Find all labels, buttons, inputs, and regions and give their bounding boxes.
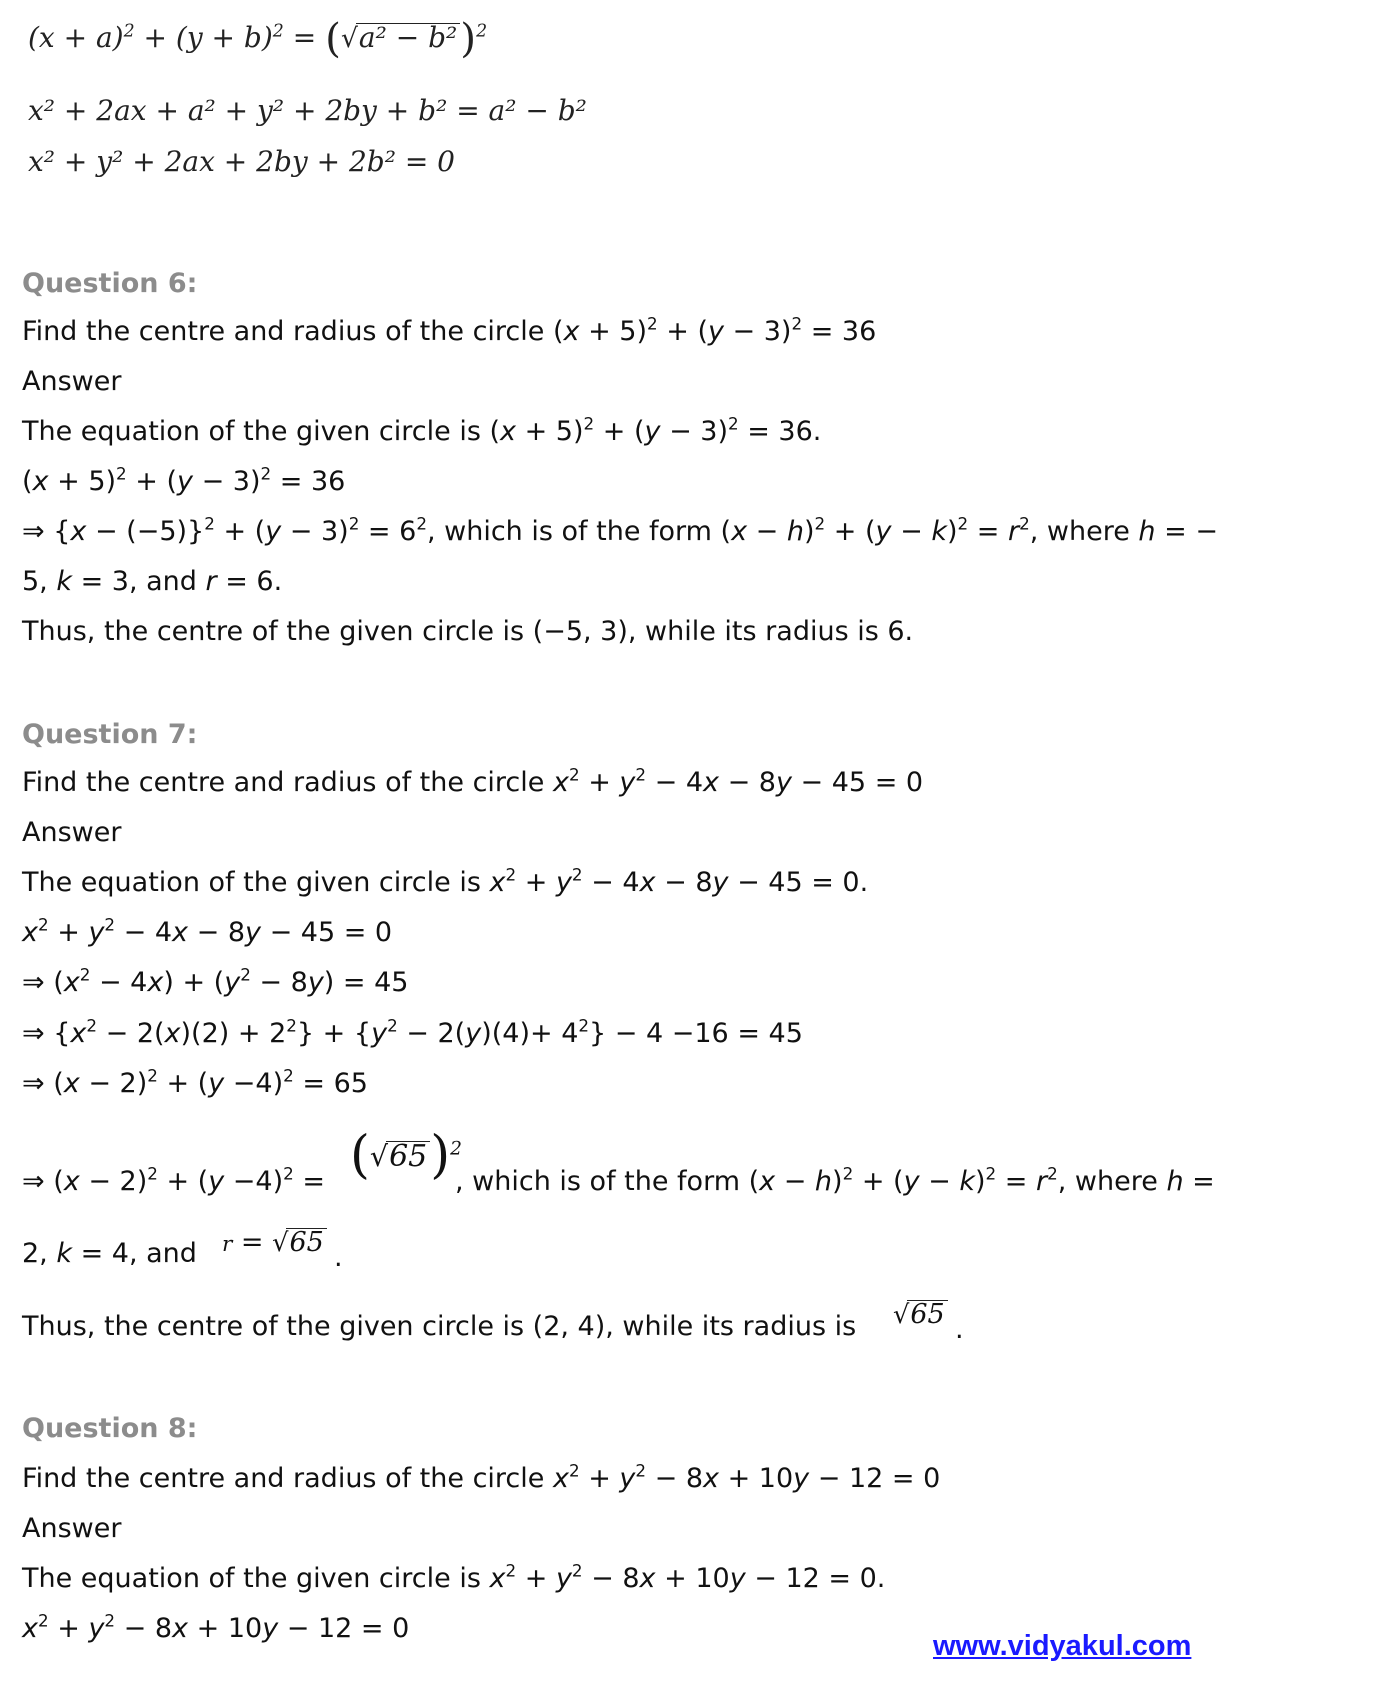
question-6-answer-label: Answer xyxy=(22,366,122,397)
question-8-intro: The equation of the given circle is $x^2 + y^2 - 8x + 10y - 12 = 0$. xyxy=(22,1560,886,1594)
question-7-conclusion: Thus, the centre of the given circle is (2, 4), while its radius is xyxy=(22,1311,857,1342)
question-7-step-2: ⇒ $(x^2 - 4x) + (y^2 - 8y) = 45$ xyxy=(22,964,409,998)
question-7-step-5-form: , which is of the form $(x - h)^2 + (y - k)^2 = r^2$, where h = xyxy=(455,1163,1215,1197)
question-7-step-6: 2, k = 4, and xyxy=(22,1238,197,1269)
question-6-step-3: 5, k = 3, and r = 6. xyxy=(22,566,283,597)
question-8-step-1: $x^2 + y^2 - 8x + 10y - 12 = 0$ xyxy=(22,1610,410,1644)
question-6-intro: The equation of the given circle is $(x + 5)^2 + (y - 3)^2 = 36$. xyxy=(22,413,822,447)
equation-image-line-2: x² + 2ax + a² + y² + 2by + b² = a² − b² xyxy=(28,94,587,127)
question-7-step-6-period: . xyxy=(334,1242,343,1273)
question-7-step-4: ⇒ $(x - 2)^2 + (y -4)^2 = 65$ xyxy=(22,1065,368,1099)
sqrt-65-squared-image: $(√65)^2$ xyxy=(350,1126,463,1185)
r-equals-sqrt-65-image: r = √65 xyxy=(222,1228,327,1257)
question-7-conclusion-period: . xyxy=(955,1314,964,1345)
question-8-heading: Question 8: xyxy=(22,1413,198,1444)
question-7-step-3: ⇒ $\{x^2 - 2(x)(2) + 2^2\} + \{y^2 - 2(y)(4)+ 4^2\} - 4 -16 = 45$ xyxy=(22,1015,803,1049)
radius-sqrt-65-image: √65 xyxy=(893,1300,948,1329)
question-7-prompt: Find the centre and radius of the circle $x^2 + y^2 - 4x - 8y - 45 = 0$ xyxy=(22,764,924,798)
question-7-heading: Question 7: xyxy=(22,719,198,750)
question-6-step-1: $(x + 5)^2 + (y - 3)^2 = 36$ xyxy=(22,463,346,497)
question-7-step-1: $x^2 + y^2 - 4x - 8y - 45 = 0$ xyxy=(22,914,393,948)
question-8-prompt: Find the centre and radius of the circle $x^2 + y^2 - 8x + 10y - 12 = 0$ xyxy=(22,1460,941,1494)
question-8-answer-label: Answer xyxy=(22,1513,122,1544)
footer-website-link[interactable]: www.vidyakul.com xyxy=(933,1630,1192,1662)
question-6-step-2: ⇒ $\{x - (-5)\}^2 + (y - 3)^2 = 6^2$, which is of the form $(x - h)^2 + (y - k)^2 = r^2$, where h = − xyxy=(22,513,1218,547)
equation-image-line-1: $(x + a)^2 + (y + b)^2 = (√a^2 - b^2)^2$ xyxy=(28,14,488,62)
question-7-intro: The equation of the given circle is $x^2 + y^2 - 4x - 8y - 45 = 0$. xyxy=(22,864,869,898)
question-7-step-5: ⇒ $(x - 2)^2 + (y -4)^2$ = xyxy=(22,1163,325,1197)
question-6-prompt: Find the centre and radius of the circle $(x + 5)^2 + (y - 3)^2 = 36$ xyxy=(22,313,877,347)
equation-image-line-3: x² + y² + 2ax + 2by + 2b² = 0 xyxy=(28,145,455,178)
question-7-answer-label: Answer xyxy=(22,817,122,848)
question-6-heading: Question 6: xyxy=(22,268,198,299)
question-6-conclusion: Thus, the centre of the given circle is (−5, 3), while its radius is 6. xyxy=(22,616,914,647)
